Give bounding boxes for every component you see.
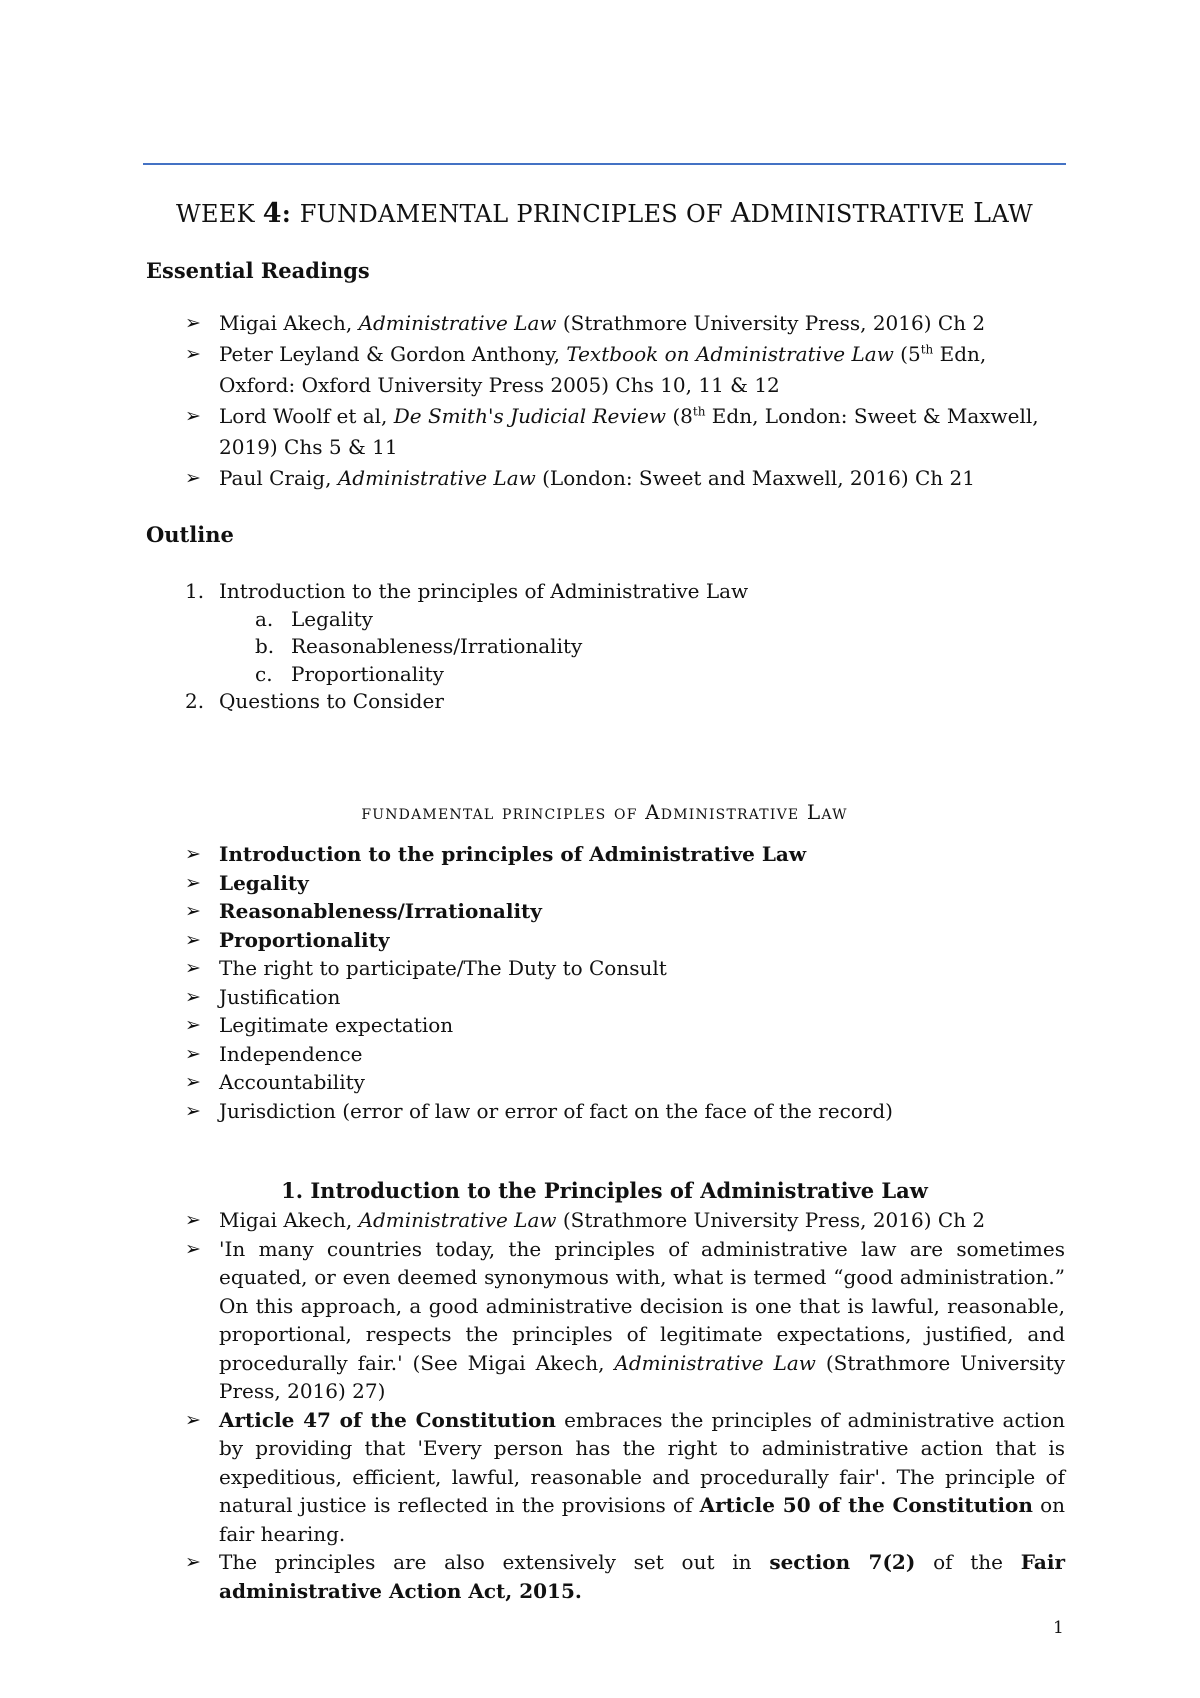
intro-item: ➢ Migai Akech, Administrative Law (Strathmore University Press, 2016) Ch 2 [185, 1206, 1065, 1235]
principle-item: ➢ Legality [185, 869, 1065, 898]
intro-heading: 1. Introduction to the Principles of Administrative Law [281, 1178, 928, 1203]
header-rule [143, 163, 1066, 165]
outline-heading: Outline [146, 522, 234, 547]
essential-readings-heading: Essential Readings [146, 258, 370, 283]
page-title: WEEK 4: FUNDAMENTAL PRINCIPLES OF ADMINISTRATIVE LAW [176, 198, 1033, 229]
intro-list [185, 1206, 1065, 1605]
outline-subitem: c. Proportionality [255, 661, 444, 686]
principle-item: ➢ Independence [185, 1040, 1065, 1069]
principle-item: ➢ Proportionality [185, 926, 1065, 955]
outline-list [185, 578, 885, 716]
principle-item: ➢ Reasonableness/Irrationality [185, 897, 1065, 926]
outline-subitem: b. Reasonableness/Irrationality [255, 634, 583, 658]
principle-item: ➢ Legitimate expectation [185, 1011, 1065, 1040]
principle-item: ➢ The right to participate/The Duty to Consult [185, 954, 1065, 983]
outline-subitem: a. Legality [255, 606, 373, 631]
principles-heading: fundamental principles of Administrative Law [361, 800, 848, 824]
intro-item: ➢ 'In many countries today, the principles of administrative law are sometimes equated, or even deemed synonymous with, what is termed “good administration.” On this approach, a good administrative decision is one that is lawful, reasonable, proportional, respects the principles of legitimate expectations, justified, and procedurally fair.' (See Migai Akech, Administrative Law (Strathmore University Press, 2016) 27) [185, 1235, 1065, 1406]
outline-item: 1. Introduction to the principles of Administrative Law [185, 579, 749, 603]
page-number: 1 [1053, 1618, 1064, 1638]
principle-item: ➢ Accountability [185, 1068, 1065, 1097]
intro-item: ➢ The principles are also extensively set out in section 7(2) of the Fair administrative Action Act, 2015. [185, 1548, 1065, 1605]
principle-item: ➢ Jurisdiction (error of law or error of fact on the face of the record) [185, 1097, 1065, 1126]
essential-readings-list [185, 308, 1065, 494]
outline-item: 2. Questions to Consider [185, 689, 444, 713]
reading-item: ➢ Peter Leyland & Gordon Anthony, Textbook on Administrative Law (5th Edn, Oxford: Oxford University Press 2005) Chs 10, 11 & 12 [185, 339, 1065, 401]
reading-item: ➢ Paul Craig, Administrative Law (London: Sweet and Maxwell, 2016) Ch 21 [185, 463, 1065, 494]
principles-list [185, 840, 1065, 1125]
reading-item: ➢ Lord Woolf et al, De Smith's Judicial Review (8th Edn, London: Sweet & Maxwell, 2019) Chs 5 & 11 [185, 401, 1065, 463]
principle-item: ➢ Justification [185, 983, 1065, 1012]
intro-item: ➢ Article 47 of the Constitution embraces the principles of administrative action by providing that 'Every person has the right to administrative action that is expeditious, efficient, lawful, reasonable and procedurally fair'. The principle of natural justice is reflected in the provisions of Article 50 of the Constitution on fair hearing. [185, 1406, 1065, 1549]
reading-item: ➢ Migai Akech, Administrative Law (Strathmore University Press, 2016) Ch 2 [185, 308, 1065, 339]
principle-item: ➢ Introduction to the principles of Administrative Law [185, 840, 1065, 869]
